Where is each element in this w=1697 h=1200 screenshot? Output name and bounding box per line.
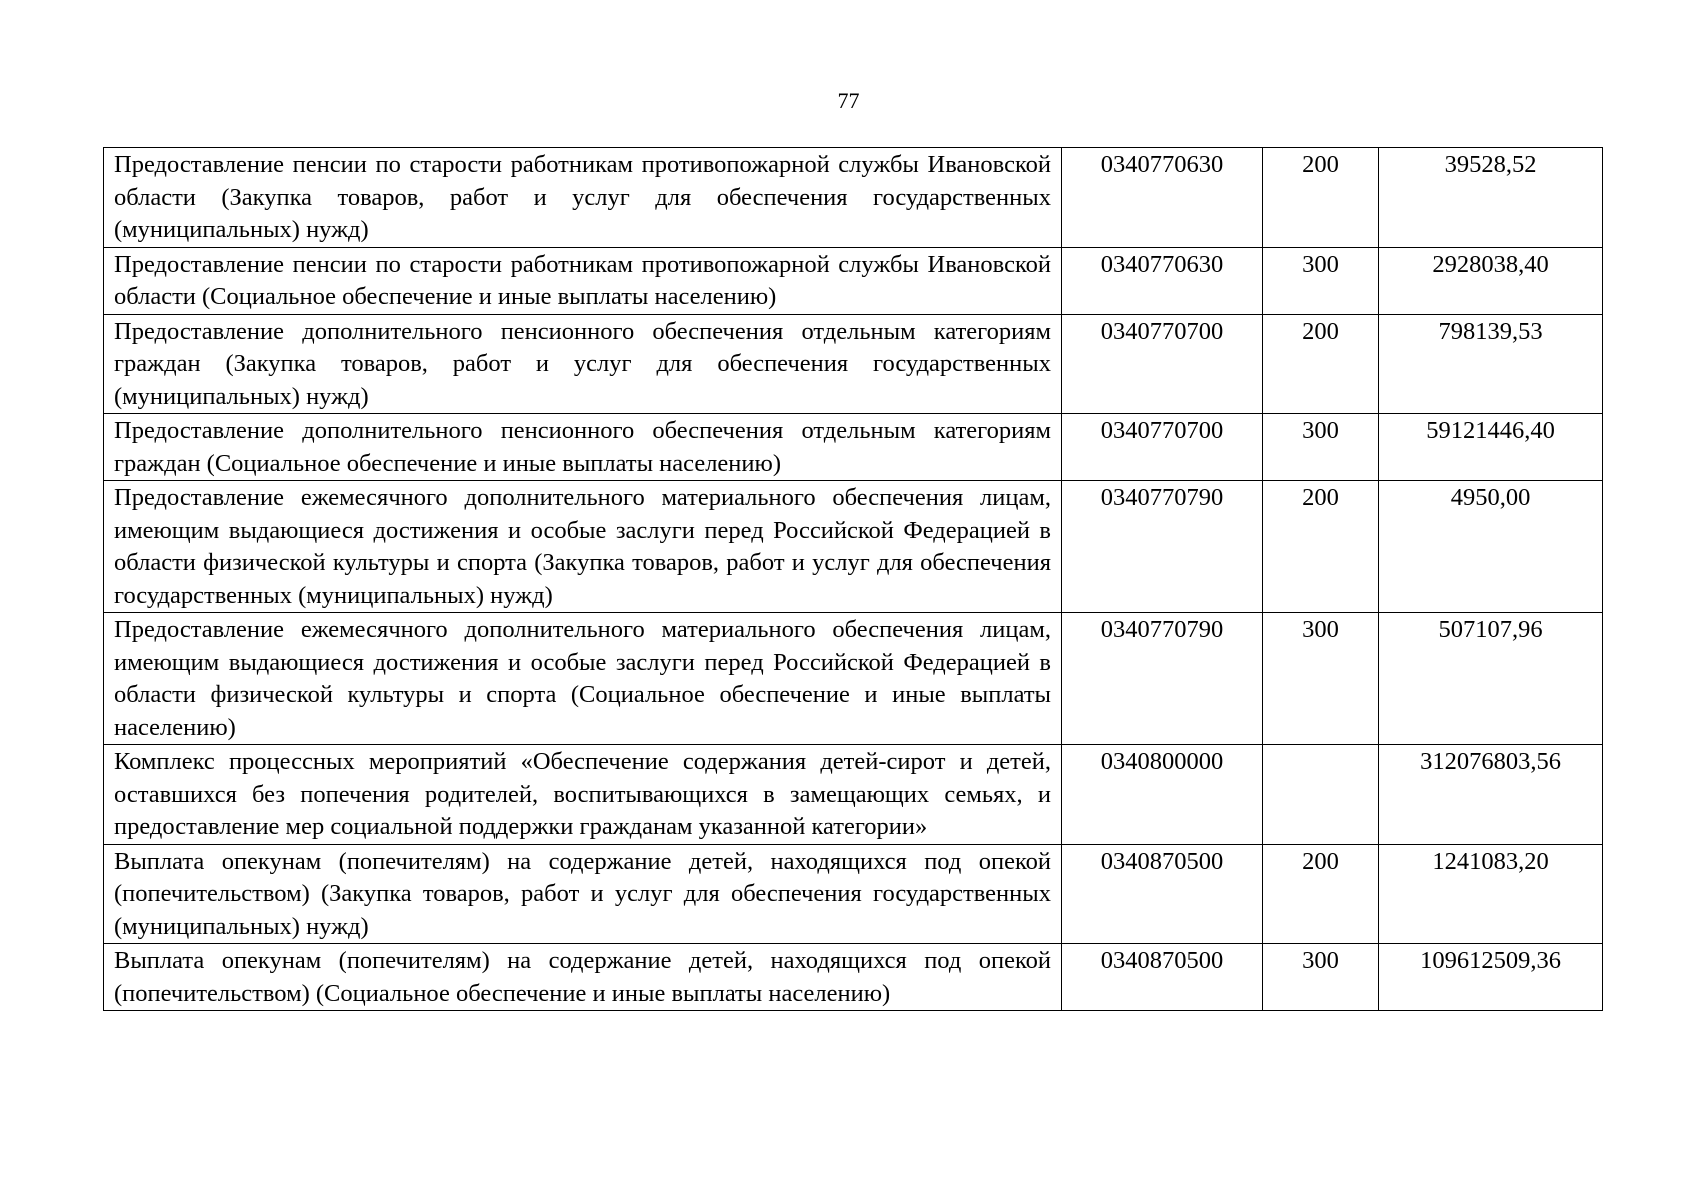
row-description: Предоставление ежемесячного дополнительного материального обеспечения лицам, имеющим выдающиеся достижения и особые заслуги перед Российской Федерацией в области физической культуры и спорта (Социальное обеспечение и иные выплаты населению) (104, 613, 1062, 745)
row-expense-kind: 300 (1263, 613, 1379, 745)
page-number: 77 (837, 88, 860, 113)
table-row (104, 745, 1603, 845)
table-row (104, 944, 1603, 1011)
row-amount: 2928038,40 (1379, 247, 1603, 314)
row-description: Предоставление дополнительного пенсионного обеспечения отдельным категориям граждан (Закупка товаров, работ и услуг для обеспечения государственных (муниципальных) нужд) (104, 314, 1062, 414)
table-row (104, 148, 1603, 248)
row-target-code: 0340800000 (1062, 745, 1263, 845)
row-target-code: 0340770630 (1062, 148, 1263, 248)
row-description: Предоставление пенсии по старости работникам противопожарной службы Ивановской области (Социальное обеспечение и иные выплаты населению) (104, 247, 1062, 314)
row-expense-kind: 300 (1263, 944, 1379, 1011)
row-expense-kind: 300 (1263, 247, 1379, 314)
table-row (104, 247, 1603, 314)
table-row (104, 613, 1603, 745)
row-description: Выплата опекунам (попечителям) на содержание детей, находящихся под опекой (попечительством) (Социальное обеспечение и иные выплаты населению) (104, 944, 1062, 1011)
row-target-code: 0340770790 (1062, 613, 1263, 745)
table-row (104, 481, 1603, 613)
row-description: Комплекс процессных мероприятий «Обеспечение содержания детей-сирот и детей, оставшихся без попечения родителей, воспитывающихся в замещающих семьях, и предоставление мер социальной поддержки гражданам указанной категории» (104, 745, 1062, 845)
row-expense-kind: 300 (1263, 414, 1379, 481)
row-target-code: 0340770790 (1062, 481, 1263, 613)
row-expense-kind: 200 (1263, 314, 1379, 414)
row-target-code: 0340870500 (1062, 844, 1263, 944)
table-row (104, 414, 1603, 481)
row-target-code: 0340770700 (1062, 314, 1263, 414)
row-expense-kind: 200 (1263, 844, 1379, 944)
row-target-code: 0340770700 (1062, 414, 1263, 481)
row-amount: 798139,53 (1379, 314, 1603, 414)
row-amount: 1241083,20 (1379, 844, 1603, 944)
row-target-code: 0340870500 (1062, 944, 1263, 1011)
row-expense-kind: 200 (1263, 148, 1379, 248)
row-amount: 312076803,56 (1379, 745, 1603, 845)
row-target-code: 0340770630 (1062, 247, 1263, 314)
row-description: Выплата опекунам (попечителям) на содержание детей, находящихся под опекой (попечительством) (Закупка товаров, работ и услуг для обеспечения государственных (муниципальных) нужд) (104, 844, 1062, 944)
row-description: Предоставление дополнительного пенсионного обеспечения отдельным категориям граждан (Социальное обеспечение и иные выплаты населению) (104, 414, 1062, 481)
row-description: Предоставление пенсии по старости работникам противопожарной службы Ивановской области (Закупка товаров, работ и услуг для обеспечения государственных (муниципальных) нужд) (104, 148, 1062, 248)
row-amount: 39528,52 (1379, 148, 1603, 248)
row-description: Предоставление ежемесячного дополнительного материального обеспечения лицам, имеющим выдающиеся достижения и особые заслуги перед Российской Федерацией в области физической культуры и спорта (Закупка товаров, работ и услуг для обеспечения государственных (муниципальных) нужд) (104, 481, 1062, 613)
row-amount: 4950,00 (1379, 481, 1603, 613)
row-expense-kind (1263, 745, 1379, 845)
row-expense-kind: 200 (1263, 481, 1379, 613)
budget-table (103, 147, 1603, 1011)
table-row (104, 314, 1603, 414)
row-amount: 109612509,36 (1379, 944, 1603, 1011)
table-row (104, 844, 1603, 944)
row-amount: 59121446,40 (1379, 414, 1603, 481)
row-amount: 507107,96 (1379, 613, 1603, 745)
